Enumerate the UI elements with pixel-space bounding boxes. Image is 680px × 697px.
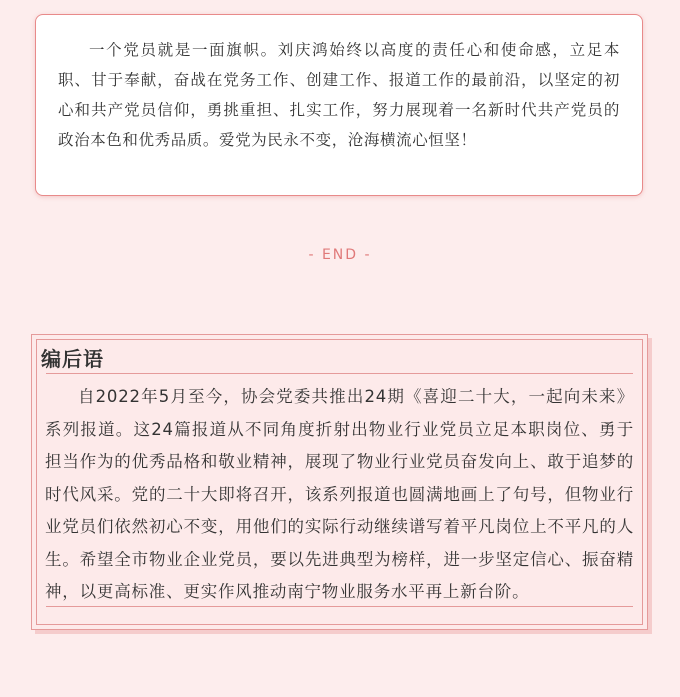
afterword-divider-bottom — [46, 606, 633, 607]
afterword-box — [31, 334, 648, 630]
end-marker: - END - — [308, 247, 372, 263]
intro-card — [35, 14, 643, 196]
intro-paragraph: 一个党员就是一面旗帜。刘庆鸿始终以高度的责任心和使命感，立足本职、甘于奉献，奋战在党务工作、创建工作、报道工作的最前沿，以坚定的初心和共产党员信仰，勇挑重担、扎实工作，努力展现着一名新时代共产党员的政治本色和优秀品质。爱党为民永不变，沧海横流心恒坚！ — [58, 41, 620, 149]
afterword-title: 编后语 — [41, 347, 104, 371]
afterword-body: 自2022年5月至今，协会党委共推出24期《喜迎二十大，一起向未来》系列报道。这24篇报道从不同角度折射出物业行业党员立足本职岗位、勇于担当作为的优秀品格和敬业精神，展现了物业行业党员奋发向上、敢于追梦的时代风采。党的二十大即将召开，该系列报道也圆满地画上了句号，但物业行业党员们依然初心不变，用他们的实际行动继续谱写着平凡岗位上不平凡的人生。希望全市物业企业党员，要以先进典型为榜样，进一步坚定信心、振奋精神，以更高标准、更实作风推动南宁物业服务水平再上新台阶。 — [45, 387, 634, 601]
afterword-divider-top — [46, 373, 633, 374]
